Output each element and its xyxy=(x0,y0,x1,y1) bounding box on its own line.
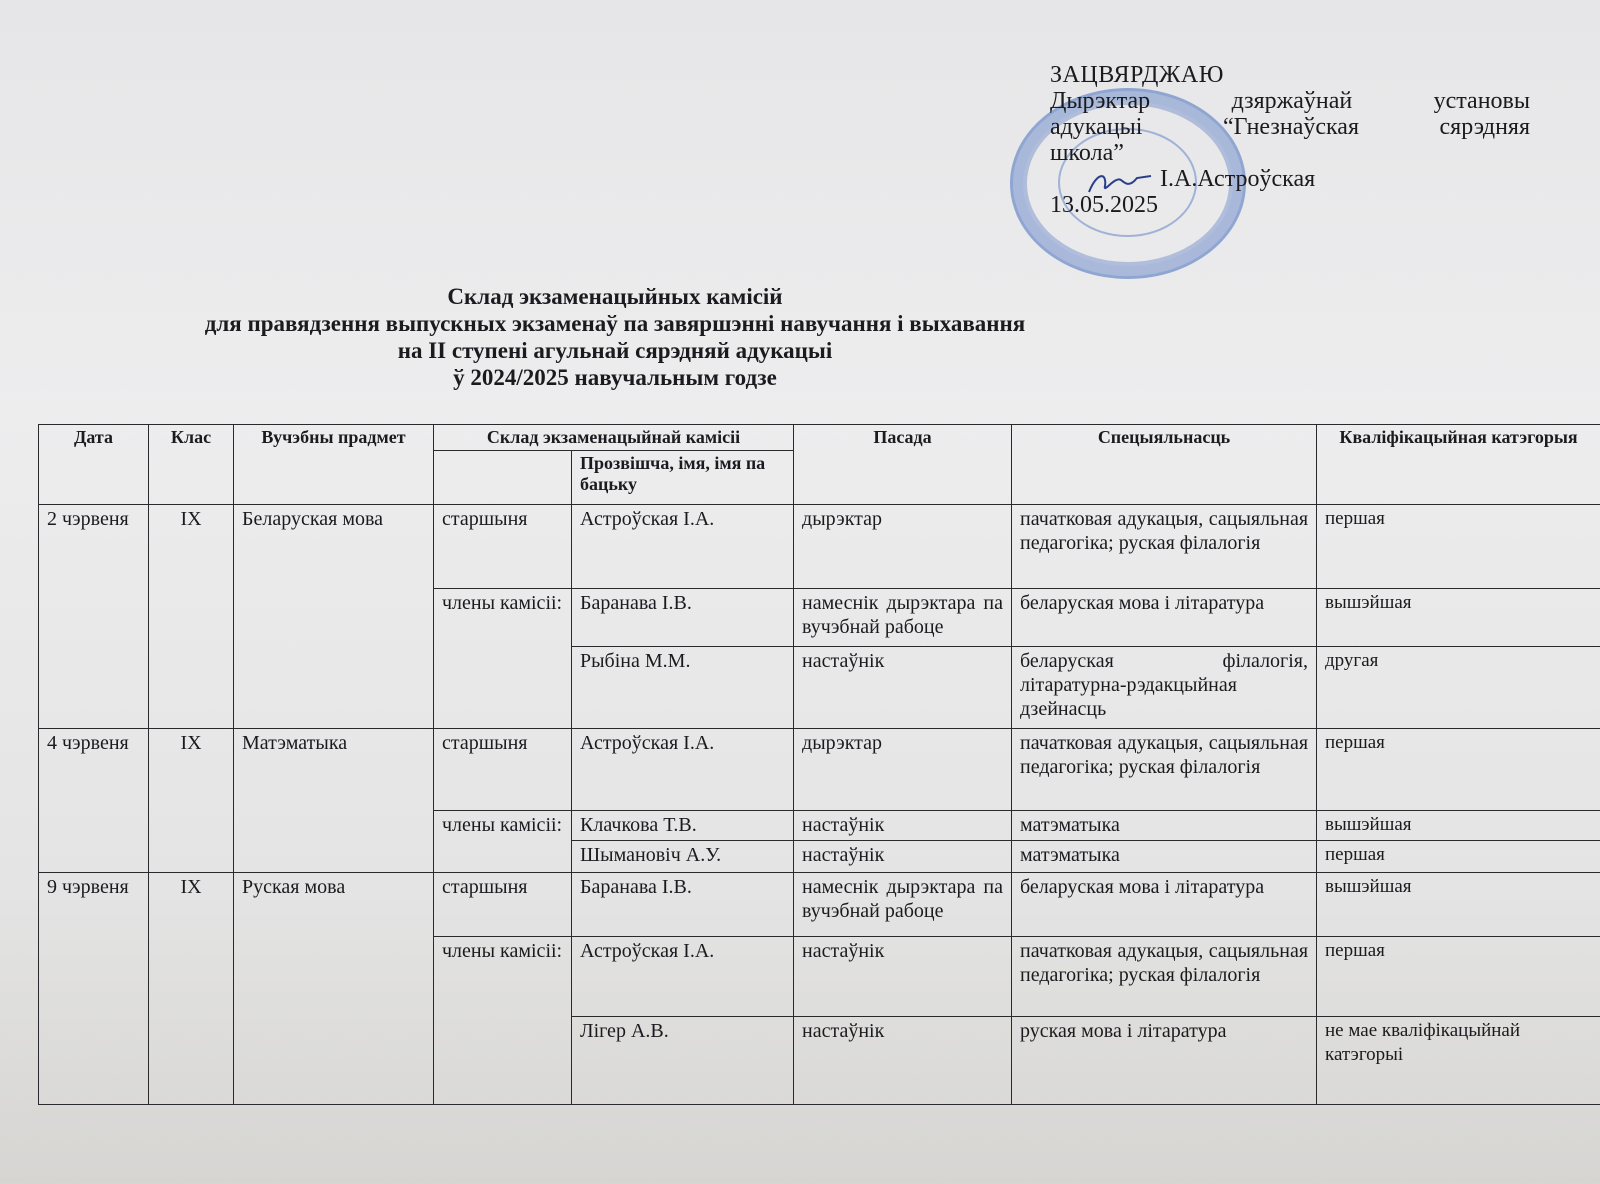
header-role-empty xyxy=(434,451,572,505)
person-position: дырэктар xyxy=(794,505,1012,589)
person-name: Шымановіч А.У. xyxy=(572,841,794,873)
person-specialty: матэматыка xyxy=(1012,811,1317,841)
person-position: настаўнік xyxy=(794,1017,1012,1105)
approval-line-3: школа” xyxy=(1050,140,1124,166)
exam-date: 4 чэрвеня xyxy=(39,729,149,873)
header-subject: Вучэбны прадмет xyxy=(234,425,434,505)
person-name: Баранава І.В. xyxy=(572,873,794,937)
person-category: першая xyxy=(1317,505,1600,589)
approval-line-2: адукацыі “Гнезнаўская сярэдняя xyxy=(1050,114,1530,140)
approval-block xyxy=(1050,62,1530,218)
person-specialty: беларуская мова і літаратура xyxy=(1012,873,1317,937)
person-specialty: беларуская мова і літаратура xyxy=(1012,589,1317,647)
person-specialty: пачатковая адукацыя, сацыяльная педагогіка; руская філалогія xyxy=(1012,729,1317,811)
members-role: члены камісіі: xyxy=(434,589,572,729)
header-class: Клас xyxy=(149,425,234,505)
exam-subject: Беларуская мова xyxy=(234,505,434,729)
table-row xyxy=(39,873,1600,937)
person-specialty: руская мова і літаратура xyxy=(1012,1017,1317,1105)
person-name: Рыбіна М.М. xyxy=(572,647,794,729)
exam-subject: Руская мова xyxy=(234,873,434,1105)
header-category: Кваліфікацыйная катэгорыя xyxy=(1317,425,1600,505)
person-position: настаўнік xyxy=(794,647,1012,729)
person-specialty: матэматыка xyxy=(1012,841,1317,873)
header-name: Прозвішча, імя, імя па бацьку xyxy=(572,451,794,505)
person-name: Клачкова Т.В. xyxy=(572,811,794,841)
person-position: настаўнік xyxy=(794,841,1012,873)
title-line-3: на ІІ ступені агульнай сярэдняй адукацыі xyxy=(397,338,833,363)
person-category: першая xyxy=(1317,937,1600,1017)
chair-role: старшыня xyxy=(434,729,572,811)
exam-class: IX xyxy=(149,729,234,873)
header-row xyxy=(39,425,1600,451)
person-position: намеснік дырэктара па вучэбнай рабоце xyxy=(794,873,1012,937)
person-specialty: беларуская філалогія, літаратурна-рэдакцыйная дзейнасць xyxy=(1012,647,1317,729)
approval-heading: ЗАЦВЯРДЖАЮ xyxy=(1050,62,1224,88)
exam-subject: Матэматыка xyxy=(234,729,434,873)
person-category: першая xyxy=(1317,729,1600,811)
exam-class: IX xyxy=(149,505,234,729)
title-line-1: Склад экзаменацыйных камісій xyxy=(447,284,783,309)
approval-signatory: І.А.Астроўская xyxy=(1160,166,1316,192)
table-row xyxy=(39,729,1600,811)
person-category: вышэйшая xyxy=(1317,811,1600,841)
header-commission: Склад экзаменацыйнай камісіі xyxy=(434,425,794,451)
person-specialty: пачатковая адукацыя, сацыяльная педагогіка; руская філалогія xyxy=(1012,937,1317,1017)
commissions-table xyxy=(38,424,1600,1105)
exam-date: 2 чэрвеня xyxy=(39,505,149,729)
chair-role: старшыня xyxy=(434,505,572,589)
person-name: Баранава І.В. xyxy=(572,589,794,647)
person-position: намеснік дырэктара па вучэбнай рабоце xyxy=(794,589,1012,647)
members-role: члены камісіі: xyxy=(434,937,572,1105)
exam-date: 9 чэрвеня xyxy=(39,873,149,1105)
person-category: першая xyxy=(1317,841,1600,873)
exam-class: IX xyxy=(149,873,234,1105)
chair-role: старшыня xyxy=(434,873,572,937)
person-name: Лігер А.В. xyxy=(572,1017,794,1105)
person-category: вышэйшая xyxy=(1317,589,1600,647)
person-name: Астроўская І.А. xyxy=(572,729,794,811)
title-line-4: ў 2024/2025 навучальным годзе xyxy=(453,365,777,390)
members-role: члены камісіі: xyxy=(434,811,572,873)
person-category: вышэйшая xyxy=(1317,873,1600,937)
header-position: Пасада xyxy=(794,425,1012,505)
person-category: не мае кваліфікацыйнай катэгорыі xyxy=(1317,1017,1600,1105)
header-date: Дата xyxy=(39,425,149,505)
person-name: Астроўская І.А. xyxy=(572,505,794,589)
person-name: Астроўская І.А. xyxy=(572,937,794,1017)
person-category: другая xyxy=(1317,647,1600,729)
person-position: настаўнік xyxy=(794,811,1012,841)
person-specialty: пачатковая адукацыя, сацыяльная педагогіка; руская філалогія xyxy=(1012,505,1317,589)
approval-date: 13.05.2025 xyxy=(1050,192,1158,218)
person-position: дырэктар xyxy=(794,729,1012,811)
document-title xyxy=(0,283,1230,391)
approval-line-1: Дырэктар дзяржаўнай установы xyxy=(1050,88,1530,114)
person-position: настаўнік xyxy=(794,937,1012,1017)
header-specialty: Спецыяльнасць xyxy=(1012,425,1317,505)
title-line-2: для правядзення выпускных экзаменаў па завяршэнні навучання і выхавання xyxy=(204,311,1026,336)
table-row xyxy=(39,505,1600,589)
